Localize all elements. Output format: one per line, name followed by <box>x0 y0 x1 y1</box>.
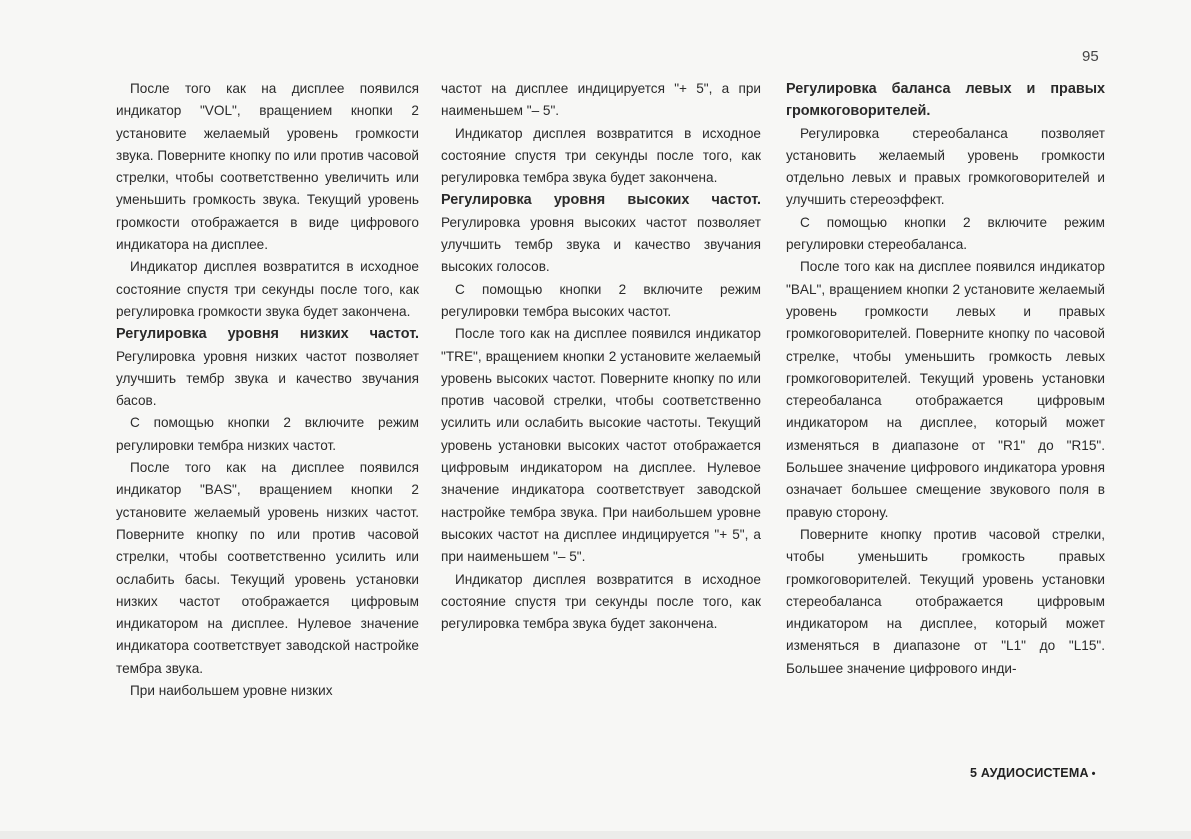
paragraph: При наибольшем уровне низких <box>130 683 333 699</box>
paragraph: Регулировка стереобаланса позволяет установить желаемый уровень громкости отдельно левых и правых громкоговорителей и улучшить стереоэффект. <box>786 125 1105 208</box>
paragraph: После того как на дисплее появился индикатор "BAS", вращением кнопки 2 установите желаемый уровень низких частот. Поверните кнопку по или против часовой стрелки, чтобы соответственно усилить или ослабить басы. Текущий уровень установки низких частот отображается цифровым индикатором на дисплее. Нулевое значение индикатора соответствует заводской настройке тембра звука. <box>116 460 419 676</box>
paragraph: После того как на дисплее появился индикатор "VOL", вращением кнопки 2 установите желаемый уровень громкости звука. Поверните кнопку по или против часовой стрелки, чтобы соответственно увеличить или уменьшить громкость звука. Текущий уровень громкости отображается в виде цифрового индикатора на дисплее. <box>116 81 419 253</box>
text-column-middle <box>441 78 761 635</box>
paragraph: После того как на дисплее появился индикатор "BAL", вращением кнопки 2 установите желаемый уровень громкости левых и правых громкоговорителей. Поверните кнопку по часовой стрелке, чтобы уменьшить громкость левых громкоговорителей. Текущий уровень установки стереобаланса отображается цифровым индикатором на дисплее, который может изменяться в диапазоне от "R1" до "R15". Большее значение цифрового индикатора уровня означает большее смещение звукового поля в правую сторону. <box>786 259 1105 520</box>
page-number: 95 <box>1082 48 1099 65</box>
paragraph: После того как на дисплее появился индикатор "TRE", вращением кнопки 2 установите желаемый уровень высоких частот. Поверните кнопку по или против часовой стрелки, чтобы соответственно усилить или ослабить высокие частоты. Текущий уровень установки высоких частот отображается цифровым индикатором на дисплее. Нулевое значение индикатора соответствует заводской настройке тембра звука. При наибольшем уровне высоких частот на дисплее индицируется "+ 5", а при наименьшем "– 5". <box>441 326 761 565</box>
section-footer <box>970 766 1096 780</box>
text-column-left <box>116 78 419 702</box>
page-edge <box>0 831 1191 839</box>
section-heading-bass: Регулировка уровня низких частот. <box>116 326 419 343</box>
paragraph: Регулировка уровня высоких частот позволяет улучшить тембр звука и качество звучания высоких голосов. <box>441 214 761 275</box>
paragraph: С помощью кнопки 2 включите режим регулировки тембра высоких частот. <box>441 281 761 319</box>
text-column-right <box>786 78 1105 680</box>
paragraph: частот на дисплее индицируется "+ 5", а при наименьшем "– 5". <box>441 81 761 119</box>
paragraph: Индикатор дисплея возвратится в исходное состояние спустя три секунды после того, как регулировка тембра звука будет закончена. <box>441 571 761 632</box>
bullet-icon: • <box>1091 768 1096 780</box>
section-heading-treble: Регулировка уровня высоких частот. <box>441 192 761 209</box>
paragraph: Индикатор дисплея возвратится в исходное состояние спустя три секунды после того, как регулировка тембра звука будет закончена. <box>441 125 761 186</box>
paragraph: С помощью кнопки 2 включите режим регулировки стереобаланса. <box>786 214 1105 253</box>
paragraph: Индикатор дисплея возвратится в исходное состояние спустя три секунды после того, как регулировка громкости звука будет закончена. <box>116 259 419 319</box>
paragraph: С помощью кнопки 2 включите режим регулировки тембра низких частот. <box>116 415 419 453</box>
paragraph: Регулировка уровня низких частот позволяет улучшить тембр звука и качество звучания басов. <box>116 348 419 409</box>
footer-section-title: 5 АУДИОСИСТЕМА <box>970 766 1089 780</box>
section-heading-balance: Регулировка баланса левых и правых громкоговорителей. <box>786 81 1105 120</box>
paragraph: Поверните кнопку против часовой стрелки, чтобы уменьшить громкость правых громкоговорителей. Текущий уровень установки стереобаланса отображается цифровым индикатором на дисплее, который может изменяться в диапазоне от "L1" до "L15". Большее значение цифрового инди- <box>786 526 1105 676</box>
